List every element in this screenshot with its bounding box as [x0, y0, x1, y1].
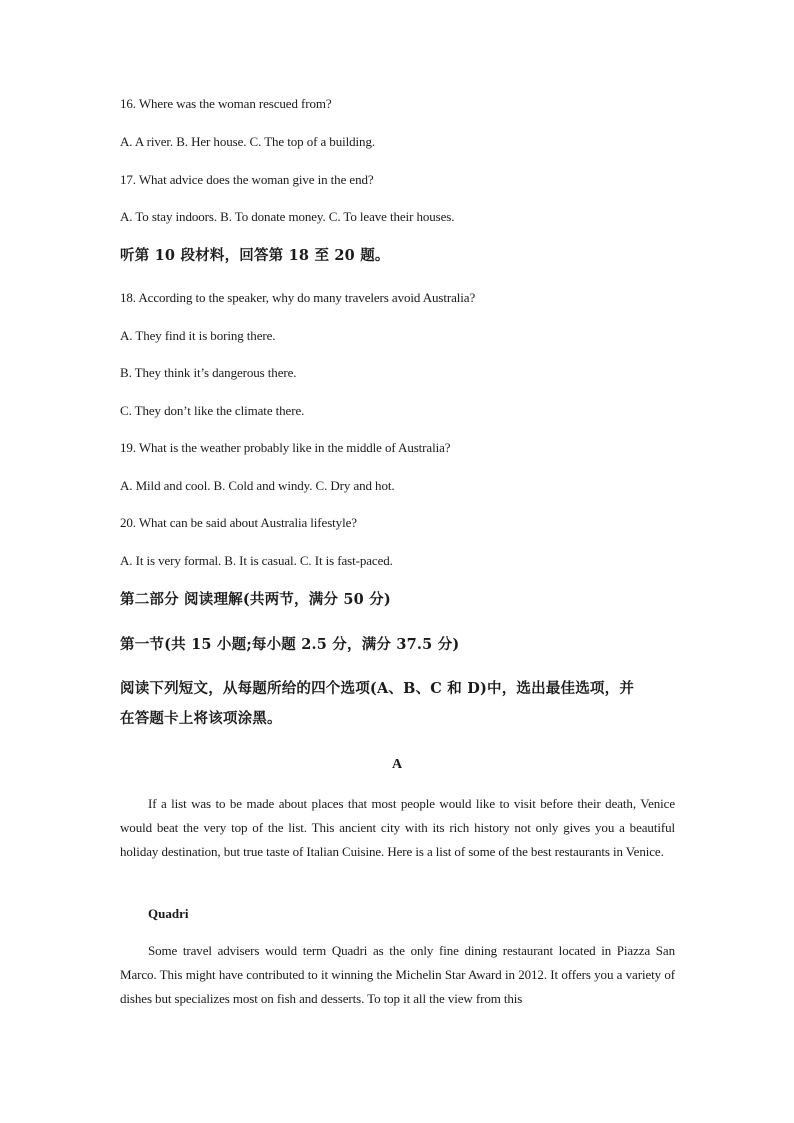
- question-17: 17. What advice does the woman give in the end?: [120, 172, 374, 187]
- question-18-option-c: C. They don’t like the climate there.: [120, 403, 305, 418]
- question-18-option-b: B. They think it’s dangerous there.: [120, 365, 297, 380]
- question-17-options: A. To stay indoors. B. To donate money. C. To leave their houses.: [120, 209, 455, 224]
- part-2-title: 第二部分 阅读理解(共两节，满分 50 分): [120, 591, 391, 608]
- section-10-heading: 听第 10 段材料，回答第 18 至 20 题。: [120, 247, 390, 264]
- question-18: 18. According to the speaker, why do many travelers avoid Australia?: [120, 290, 476, 305]
- section-1-title: 第一节(共 15 小题;每小题 2.5 分，满分 37.5 分): [120, 636, 460, 653]
- question-20: 20. What can be said about Australia lifestyle?: [120, 515, 357, 530]
- question-16-options: A. A river. B. Her house. C. The top of a building.: [120, 134, 375, 149]
- question-20-options: A. It is very formal. B. It is casual. C. It is fast-paced.: [120, 553, 393, 568]
- passage-label: A: [391, 757, 403, 772]
- question-16: 16. Where was the woman rescued from?: [120, 96, 332, 111]
- question-18-option-a: A. They find it is boring there.: [120, 328, 276, 343]
- question-19: 19. What is the weather probably like in the middle of Australia?: [120, 440, 451, 455]
- question-19-options: A. Mild and cool. B. Cold and windy. C. Dry and hot.: [120, 478, 395, 493]
- instruction-line-1: 阅读下列短文，从每题所给的四个选项(A、B、C 和 D)中，选出最佳选项，并: [120, 680, 635, 697]
- restaurant-heading: Quadri: [148, 906, 189, 921]
- instruction-line-2: 在答题卡上将该项涂黑。: [120, 710, 282, 727]
- restaurant-description: Some travel advisers would term Quadri as the only fine dining restaurant located in Piazza San Marco. This might have contributed to it winning the Michelin Star Award in 2012. It offers you a variety of dishes but specializes most on fish and desserts. To top it all the view from this: [120, 943, 675, 1006]
- passage-intro: If a list was to be made about places that most people would like to visit before their death, Venice would beat the very top of the list. This ancient city with its rich history not only gives you a beautiful holiday destination, but true taste of Italian Cuisine. Here is a list of some of the best restaurants in Venice.: [120, 796, 675, 859]
